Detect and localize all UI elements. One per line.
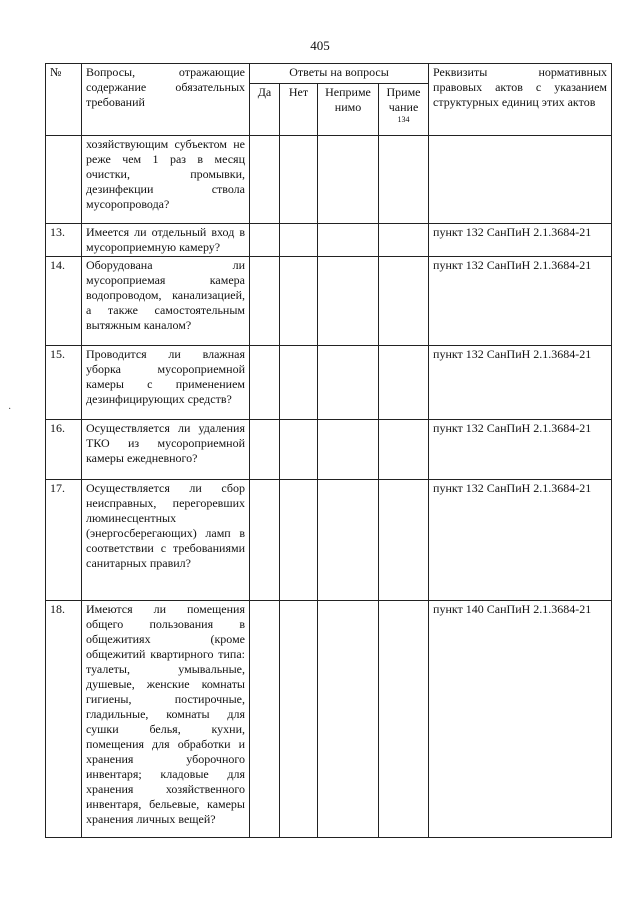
row-requisites: пункт 140 СанПиН 2.1.3684-21: [429, 601, 612, 838]
note-cell[interactable]: [379, 420, 429, 480]
col-header-requisites: Реквизиты нормативных правовых актов с указанием структурных единиц этих актов: [429, 64, 612, 136]
note-cell[interactable]: [379, 136, 429, 224]
row-question: Осуществляется ли удаления ТКО из мусороприемной камеры ежедневного?: [82, 420, 250, 480]
answer-yes-cell[interactable]: [250, 480, 280, 601]
answer-no-cell[interactable]: [280, 257, 318, 346]
row-number: [46, 136, 82, 224]
table-row: [46, 257, 612, 346]
answer-na-cell[interactable]: [318, 136, 379, 224]
checklist-table: [45, 63, 612, 838]
answer-na-cell[interactable]: [318, 257, 379, 346]
row-requisites: пункт 132 СанПиН 2.1.3684-21: [429, 346, 612, 420]
row-requisites: пункт 132 СанПиН 2.1.3684-21: [429, 224, 612, 257]
note-cell[interactable]: [379, 257, 429, 346]
row-question: Проводится ли влажная уборка мусороприемной камеры с применением дезинфицирующих средств?: [82, 346, 250, 420]
col-header-num: №: [46, 64, 82, 136]
col-header-note: [379, 84, 429, 136]
row-question: хозяйствующим субъектом не реже чем 1 раз в месяц очистки, промывки, дезинфекции ствола мусоропровода?: [82, 136, 250, 224]
table-row: [46, 420, 612, 480]
row-requisites: [429, 136, 612, 224]
answer-no-cell[interactable]: [280, 601, 318, 838]
page-number: 405: [310, 38, 330, 53]
col-header-note-label: Приме чание: [386, 85, 421, 114]
row-question: Имеются ли помещения общего пользования в общежитиях (кроме общежитий квартирного типа: туалеты, умывальные, душевые, женские комнаты гигиены, постирочные, гладильные, комнаты для сушки белья, кухни, помещения для обработки и хранения уборочного инвентаря; кладовые для хранения хозяйственного инвентаря, бельевые, камеры хранения личных вещей?: [82, 601, 250, 838]
answer-yes-cell[interactable]: [250, 136, 280, 224]
note-cell[interactable]: [379, 601, 429, 838]
row-number: 17.: [46, 480, 82, 601]
table-row: [46, 346, 612, 420]
table-row: [46, 224, 612, 257]
answer-na-cell[interactable]: [318, 346, 379, 420]
answer-na-cell[interactable]: [318, 420, 379, 480]
row-number: 15.: [46, 346, 82, 420]
answer-no-cell[interactable]: [280, 346, 318, 420]
answer-na-cell[interactable]: [318, 601, 379, 838]
row-question: Осуществляется ли сбор неисправных, перегоревших люминесцентных (энергосберегающих) ламп в соответствии с требованиями санитарных правил?: [82, 480, 250, 601]
row-number: 18.: [46, 601, 82, 838]
footnote-ref: 134: [397, 115, 410, 124]
row-requisites: пункт 132 СанПиН 2.1.3684-21: [429, 480, 612, 601]
note-cell[interactable]: [379, 346, 429, 420]
answer-na-cell[interactable]: [318, 224, 379, 257]
answer-no-cell[interactable]: [280, 224, 318, 257]
note-cell[interactable]: [379, 480, 429, 601]
row-question: Оборудована ли мусороприемая камера водопроводом, канализацией, а также самостоятельным вытяжным каналом?: [82, 257, 250, 346]
col-header-question: Вопросы, отражающие содержание обязательных требований: [82, 64, 250, 136]
table-row: [46, 480, 612, 601]
answer-yes-cell[interactable]: [250, 224, 280, 257]
row-requisites: пункт 132 СанПиН 2.1.3684-21: [429, 420, 612, 480]
row-question: Имеется ли отдельный вход в мусороприемную камеру?: [82, 224, 250, 257]
row-number: 13.: [46, 224, 82, 257]
margin-mark: ·: [8, 404, 12, 415]
row-number: 14.: [46, 257, 82, 346]
answer-yes-cell[interactable]: [250, 346, 280, 420]
col-header-answers: Ответы на вопросы: [250, 64, 429, 84]
answer-yes-cell[interactable]: [250, 257, 280, 346]
row-number: 16.: [46, 420, 82, 480]
table-row: [46, 136, 612, 224]
table-row: [46, 601, 612, 838]
col-header-yes: Да: [250, 84, 280, 136]
note-cell[interactable]: [379, 224, 429, 257]
answer-no-cell[interactable]: [280, 420, 318, 480]
answer-na-cell[interactable]: [318, 480, 379, 601]
col-header-not-applicable: Неприме нимо: [318, 84, 379, 136]
answer-yes-cell[interactable]: [250, 601, 280, 838]
col-header-no: Нет: [280, 84, 318, 136]
row-requisites: пункт 132 СанПиН 2.1.3684-21: [429, 257, 612, 346]
answer-no-cell[interactable]: [280, 136, 318, 224]
answer-no-cell[interactable]: [280, 480, 318, 601]
answer-yes-cell[interactable]: [250, 420, 280, 480]
